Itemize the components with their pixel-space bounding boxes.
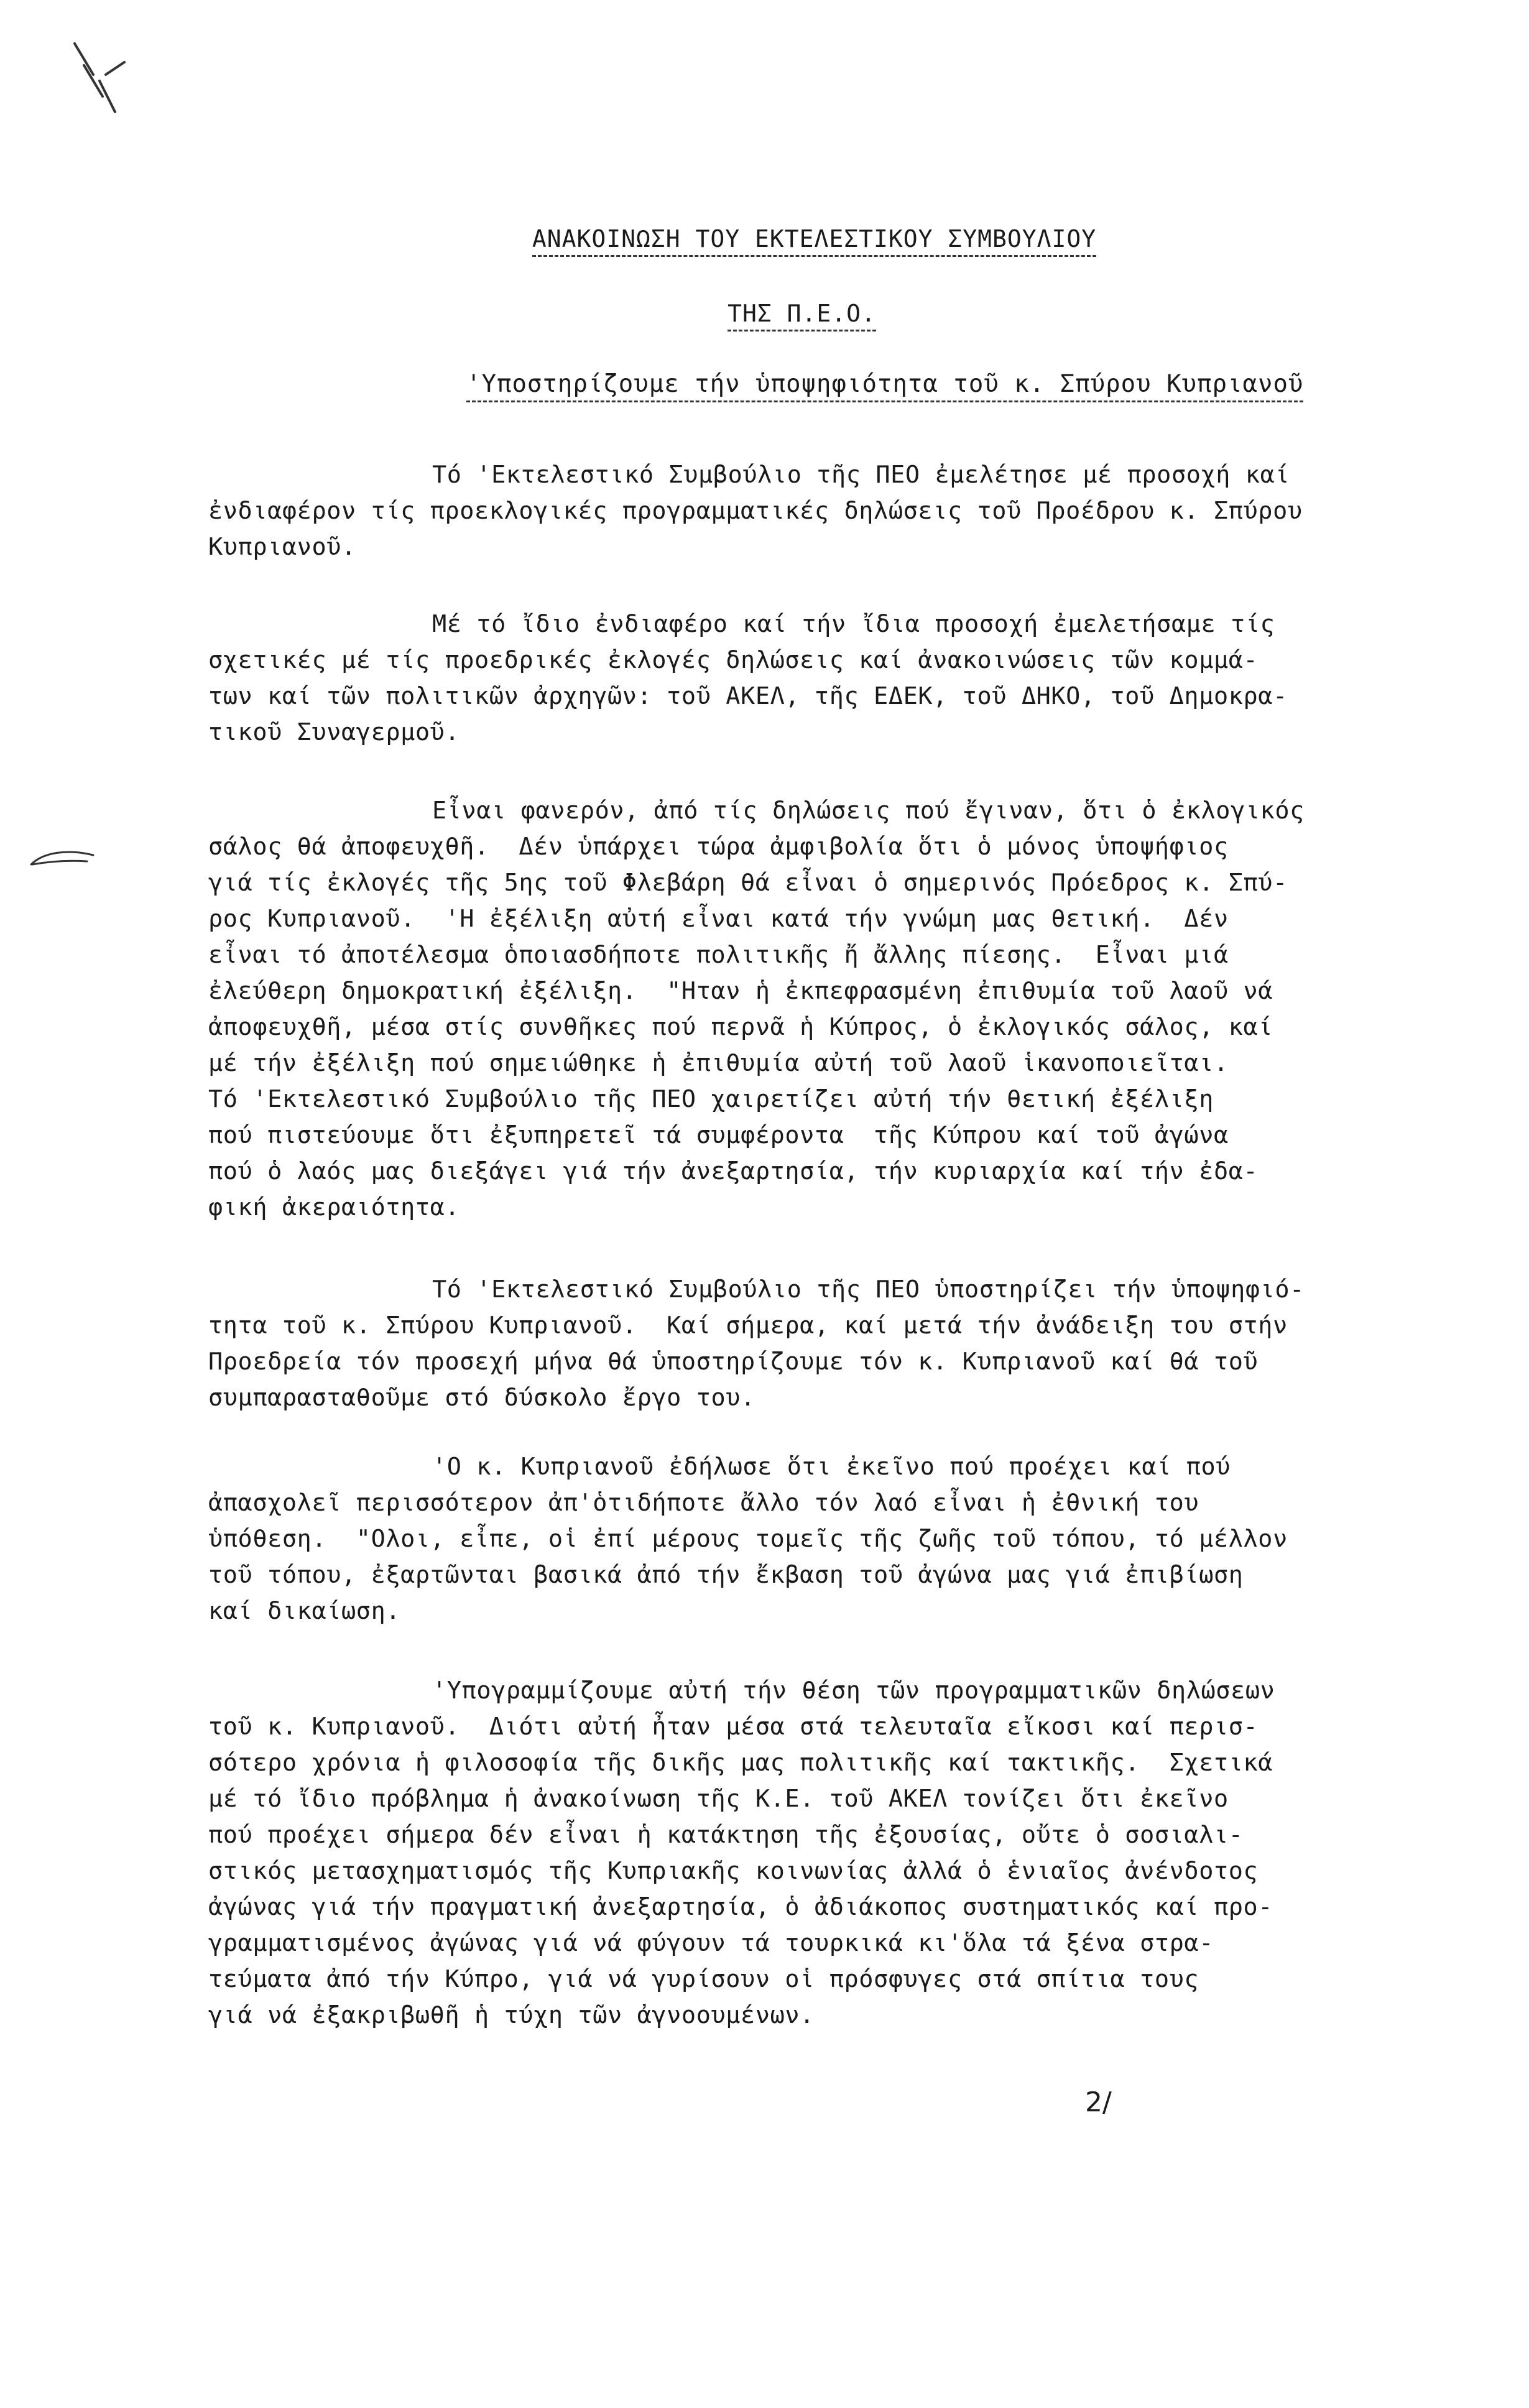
paragraph-line: ὑπόθεση. "Ολοι, εἶπε, οἱ ἐπί μέρους τομεῖς τῆς ζωῆς τοῦ τόπου, τό μέλλον xyxy=(208,1525,1288,1553)
paragraph-line: τητα τοῦ κ. Σπύρου Κυπριανοῦ. Καί σήμερα, καί μετά τήν ἀνάδειξη του στήν xyxy=(208,1312,1288,1340)
paragraph-line: Τό 'Εκτελεστικό Συμβούλιο τῆς ΠΕΟ ὑποστηρίζει τήν ὑποψηφιό- xyxy=(432,1276,1305,1304)
paragraph-line: Προεδρεία τόν προσεχή μήνα θά ὑποστηρίζουμε τόν κ. Κυπριανοῦ καί θά τοῦ xyxy=(208,1348,1259,1376)
title-line-2: ΤΗΣ Π.Ε.Ο. xyxy=(37,300,1529,327)
paragraph-line: ἐλεύθερη δημοκρατική ἐξέλιξη. "Ηταν ἡ ἐκπεφρασμένη ἐπιθυμία τοῦ λαοῦ νά xyxy=(208,977,1273,1005)
paragraph-line: συμπαρασταθοῦμε στό δύσκολο ἔργο του. xyxy=(208,1384,755,1412)
paragraph-line: Τό 'Εκτελεστικό Συμβούλιο τῆς ΠΕΟ ἐμελέτησε μέ προσοχή καί xyxy=(432,461,1290,489)
paragraph-line: στικός μετασχηματισμός τῆς Κυπριακῆς κοινωνίας ἀλλά ὁ ἑνιαῖος ἀνένδοτος xyxy=(208,1857,1259,1885)
paragraph-line: εἶναι τό ἀποτέλεσμα ὁποιασδήποτε πολιτικῆς ἤ ἄλλης πίεσης. Εἶναι μιά xyxy=(208,941,1229,969)
paragraph-6 xyxy=(208,1673,1356,2034)
paragraph-3 xyxy=(208,793,1356,1226)
paragraph-line: 'Ο κ. Κυπριανοῦ ἐδήλωσε ὅτι ἐκεῖνο πού προέχει καί πού xyxy=(432,1453,1231,1481)
paragraph-line: ἐνδιαφέρον τίς προεκλογικές προγραμματικές δηλώσεις τοῦ Προέδρου κ. Σπύρου xyxy=(208,497,1303,525)
paragraph-line: μέ τό ἴδιο πρόβλημα ἡ ἀνακοίνωση τῆς Κ.Ε. τοῦ ΑΚΕΛ τονίζει ὅτι ἐκεῖνο xyxy=(208,1785,1229,1813)
paragraph-line: γραμματισμένος ἀγώνας γιά νά φύγουν τά τουρκικά κι'ὅλα τά ξένα στρα- xyxy=(208,1929,1214,1957)
paragraph-line: σχετικές μέ τίς προεδρικές ἐκλογές δηλώσεις καί ἀνακοινώσεις τῶν κομμά- xyxy=(208,646,1259,674)
paragraph-line: Εἶναι φανερόν, ἀπό τίς δηλώσεις πού ἔγιναν, ὅτι ὁ ἐκλογικός xyxy=(432,797,1305,825)
paragraph-line: καί δικαίωση. xyxy=(208,1597,401,1625)
paragraph-2 xyxy=(208,606,1356,751)
paragraph-line: τεύματα ἀπό τήν Κύπρο, γιά νά γυρίσουν οἱ πρόσφυγες στά σπίτια τους xyxy=(208,1965,1199,1993)
paragraph-line: γιά τίς ἐκλογές τῆς 5ης τοῦ Φλεβάρη θά εἶναι ὁ σημερινός Πρόεδρος κ. Σπύ- xyxy=(208,869,1288,897)
paragraph-line: τοῦ τόπου, ἐξαρτῶνται βασικά ἀπό τήν ἔκβαση τοῦ ἀγώνα μας γιά ἐπιβίωση xyxy=(208,1561,1244,1589)
subtitle: 'Υποστηρίζουμε τήν ὑποψηφιότητα τοῦ κ. Σπύρου Κυπριανοῦ xyxy=(466,370,1303,398)
paragraph-line: φική ἀκεραιότητα. xyxy=(208,1193,460,1221)
paragraph-line: μέ τήν ἐξέλιξη πού σημειώθηκε ἡ ἐπιθυμία αὐτή τοῦ λαοῦ ἱκανοποιεῖται. xyxy=(208,1049,1229,1077)
paragraph-line: Κυπριανοῦ. xyxy=(208,533,356,561)
paragraph-4 xyxy=(208,1272,1356,1416)
paragraph-line: σότερο χρόνια ἡ φιλοσοφία τῆς δικῆς μας πολιτικῆς καί τακτικῆς. Σχετικά xyxy=(208,1749,1273,1777)
paragraph-line: Μέ τό ἴδιο ἐνδιαφέρο καί τήν ἴδια προσοχή ἐμελετήσαμε τίς xyxy=(432,610,1275,638)
title-line-1: ΑΝΑΚΟΙΝΩΣΗ ΤΟΥ ΕΚΤΕΛΕΣΤΙΚΟΥ ΣΥΜΒΟΥΛΙΟΥ xyxy=(50,225,1529,252)
paragraph-1 xyxy=(208,457,1356,565)
paragraph-line: 'Υπογραμμίζουμε αὐτή τήν θέση τῶν προγραμματικῶν δηλώσεων xyxy=(432,1677,1275,1705)
paragraph-line: πού προέχει σήμερα δέν εἶναι ἡ κατάκτηση τῆς ἐξουσίας, οὔτε ὁ σοσιαλι- xyxy=(208,1821,1244,1849)
margin-pen-mark-top xyxy=(68,37,143,131)
paragraph-5 xyxy=(208,1449,1356,1629)
paragraph-line: γιά νά ἐξακριβωθῆ ἡ τύχη τῶν ἀγνοουμένων. xyxy=(208,2001,815,2029)
paragraph-line: ἀπασχολεῖ περισσότερον ἀπ'ὁτιδήποτε ἄλλο τόν λαό εἶναι ἡ ἐθνική του xyxy=(208,1489,1199,1517)
paragraph-line: των καί τῶν πολιτικῶν ἀρχηγῶν: τοῦ ΑΚΕΛ, τῆς ΕΔΕΚ, τοῦ ΔΗΚΟ, τοῦ Δημοκρα- xyxy=(208,682,1288,710)
paragraph-line: τικοῦ Συναγερμοῦ. xyxy=(208,718,460,746)
paragraph-line: πού ὁ λαός μας διεξάγει γιά τήν ἀνεξαρτησία, τήν κυριαρχία καί τήν ἐδα- xyxy=(208,1157,1259,1185)
paragraph-line: τοῦ κ. Κυπριανοῦ. Διότι αὐτή ἦταν μέσα στά τελευταῖα εἴκοσι καί περισ- xyxy=(208,1713,1259,1741)
paragraph-line: ρος Κυπριανοῦ. 'Η ἐξέλιξη αὐτή εἶναι κατά τήν γνώμη μας θετική. Δέν xyxy=(208,905,1229,933)
page-number: 2/ xyxy=(1085,2086,1112,2118)
margin-pen-mark-left xyxy=(25,843,99,880)
paragraph-line: πού πιστεύουμε ὅτι ἐξυπηρετεῖ τά συμφέροντα τῆς Κύπρου καί τοῦ ἀγώνα xyxy=(208,1121,1229,1149)
paragraph-line: ἀγώνας γιά τήν πραγματική ἀνεξαρτησία, ὁ ἀδιάκοπος συστηματικός καί προ- xyxy=(208,1893,1273,1921)
paragraph-line: σάλος θά ἀποφευχθῆ. Δέν ὑπάρχει τώρα ἀμφιβολία ὅτι ὁ μόνος ὑποψήφιος xyxy=(208,833,1229,861)
paragraph-line: Τό 'Εκτελεστικό Συμβούλιο τῆς ΠΕΟ χαιρετίζει αὐτή τήν θετική ἐξέλιξη xyxy=(208,1085,1214,1113)
paragraph-line: ἀποφευχθῆ, μέσα στίς συνθῆκες πού περνᾶ ἡ Κύπρος, ὁ ἐκλογικός σάλος, καί xyxy=(208,1013,1273,1041)
